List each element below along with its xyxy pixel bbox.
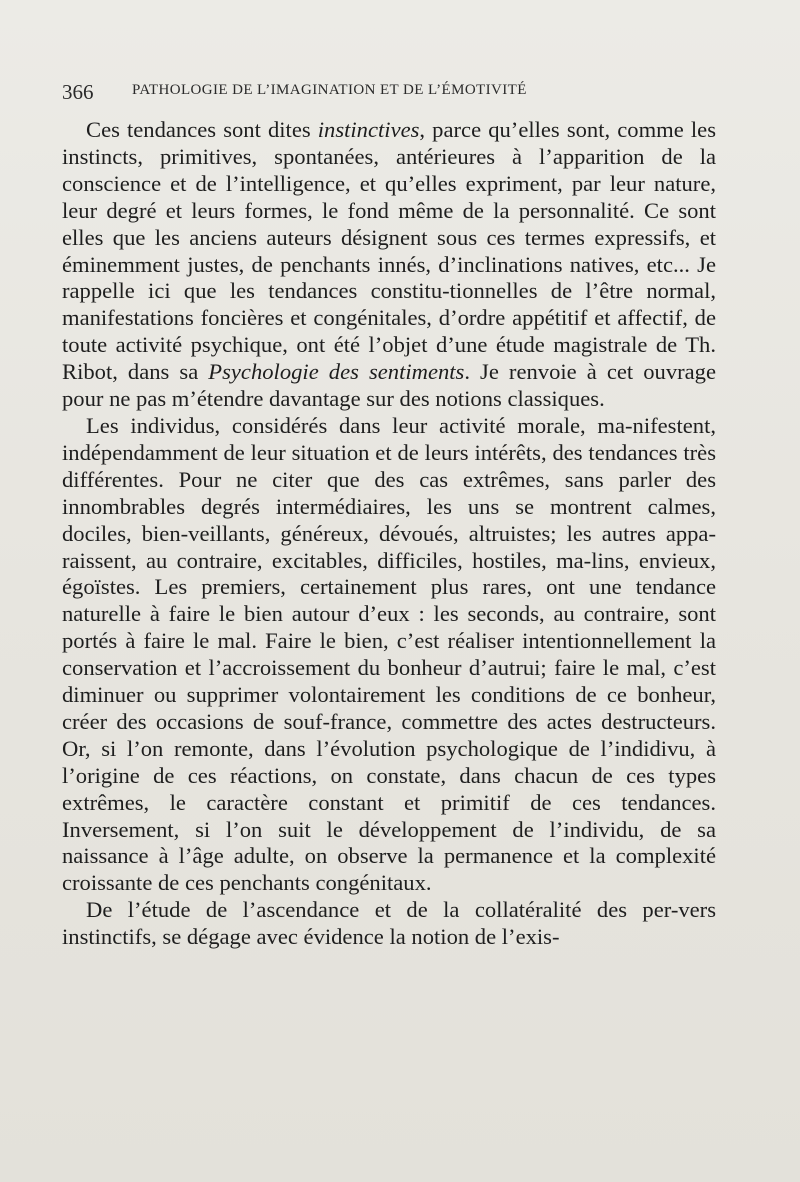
paragraph-1-italic-instinctives: instinctives	[317, 117, 420, 142]
page-number: 366	[62, 80, 94, 104]
paragraph-1-part-2: , parce qu’elles sont, comme les instincts, primitives, spontanées, antérieures à l’apparition de la conscience et de l’intelligence, et qu’elles expriment, par leur nature, leur degré et leurs formes, le fond même de la personnalité. Ce sont elles que les anciens auteurs désignent sous ces termes expressifs, et éminemment justes, de penchants innés, d’inclinations natives, etc... Je rappelle ici que les tendances constitu-tionnelles de l’être normal, manifestations foncières et congénitales, d’ordre appétitif et affectif, de toute activité psychique, ont été l’objet d’une étude magistrale de Th. Ribot, dans sa	[62, 117, 716, 385]
paragraph-1-part-3: . Je renvoie à cet ouvrage pour ne pas m’étendre davantage sur des notions classiques.	[62, 359, 716, 412]
paragraph-3: De l’étude de l’ascendance et de la collatéralité des per-vers instinctifs, se dégage avec évidence la notion de l’exis-	[62, 897, 716, 950]
paragraph-2: Les individus, considérés dans leur activité morale, ma-nifestent, indépendamment de leur situation et de leurs intérêts, des tendances très différentes. Pour ne citer que des cas extrêmes, sans parler des innombrables degrés intermédiaires, les uns se montrent calmes, dociles, bien-veillants, généreux, dévoués, altruistes; les autres appa-raissent, au contraire, excitables, difficiles, hostiles, ma-lins, envieux, égoïstes. Les premiers, certainement plus rares, ont une tendance naturelle à faire le bien autour d’eux : les seconds, au contraire, sont portés à faire le mal. Faire le bien, c’est réaliser intentionnellement la conservation et l’accroissement du bonheur d’autrui; faire le mal, c’est diminuer ou supprimer volontairement les conditions de ce bonheur, créer des occasions de souf-france, commettre des actes destructeurs. Or, si l’on remonte, dans l’évolution psychologique de l’indidivu, à l’origine de ces réactions, on constate, dans chacun de ces types extrêmes, le caractère constant et primitif de ces tendances. Inversement, si l’on suit le développement de l’individu, de sa naissance à l’âge adulte, on observe la permanence et la complexité croissante de ces penchants congénitaux.	[62, 412, 716, 896]
body-text	[62, 117, 716, 951]
page-header	[62, 80, 762, 106]
paragraph-1	[62, 117, 716, 413]
paragraph-1-italic-book-title: Psychologie des sentiments	[208, 359, 465, 385]
paragraph-1-part-1: Ces tendances sont dites	[86, 117, 318, 142]
running-title: PATHOLOGIE DE L’IMAGINATION ET DE L’ÉMOTIVITÉ	[132, 82, 527, 98]
